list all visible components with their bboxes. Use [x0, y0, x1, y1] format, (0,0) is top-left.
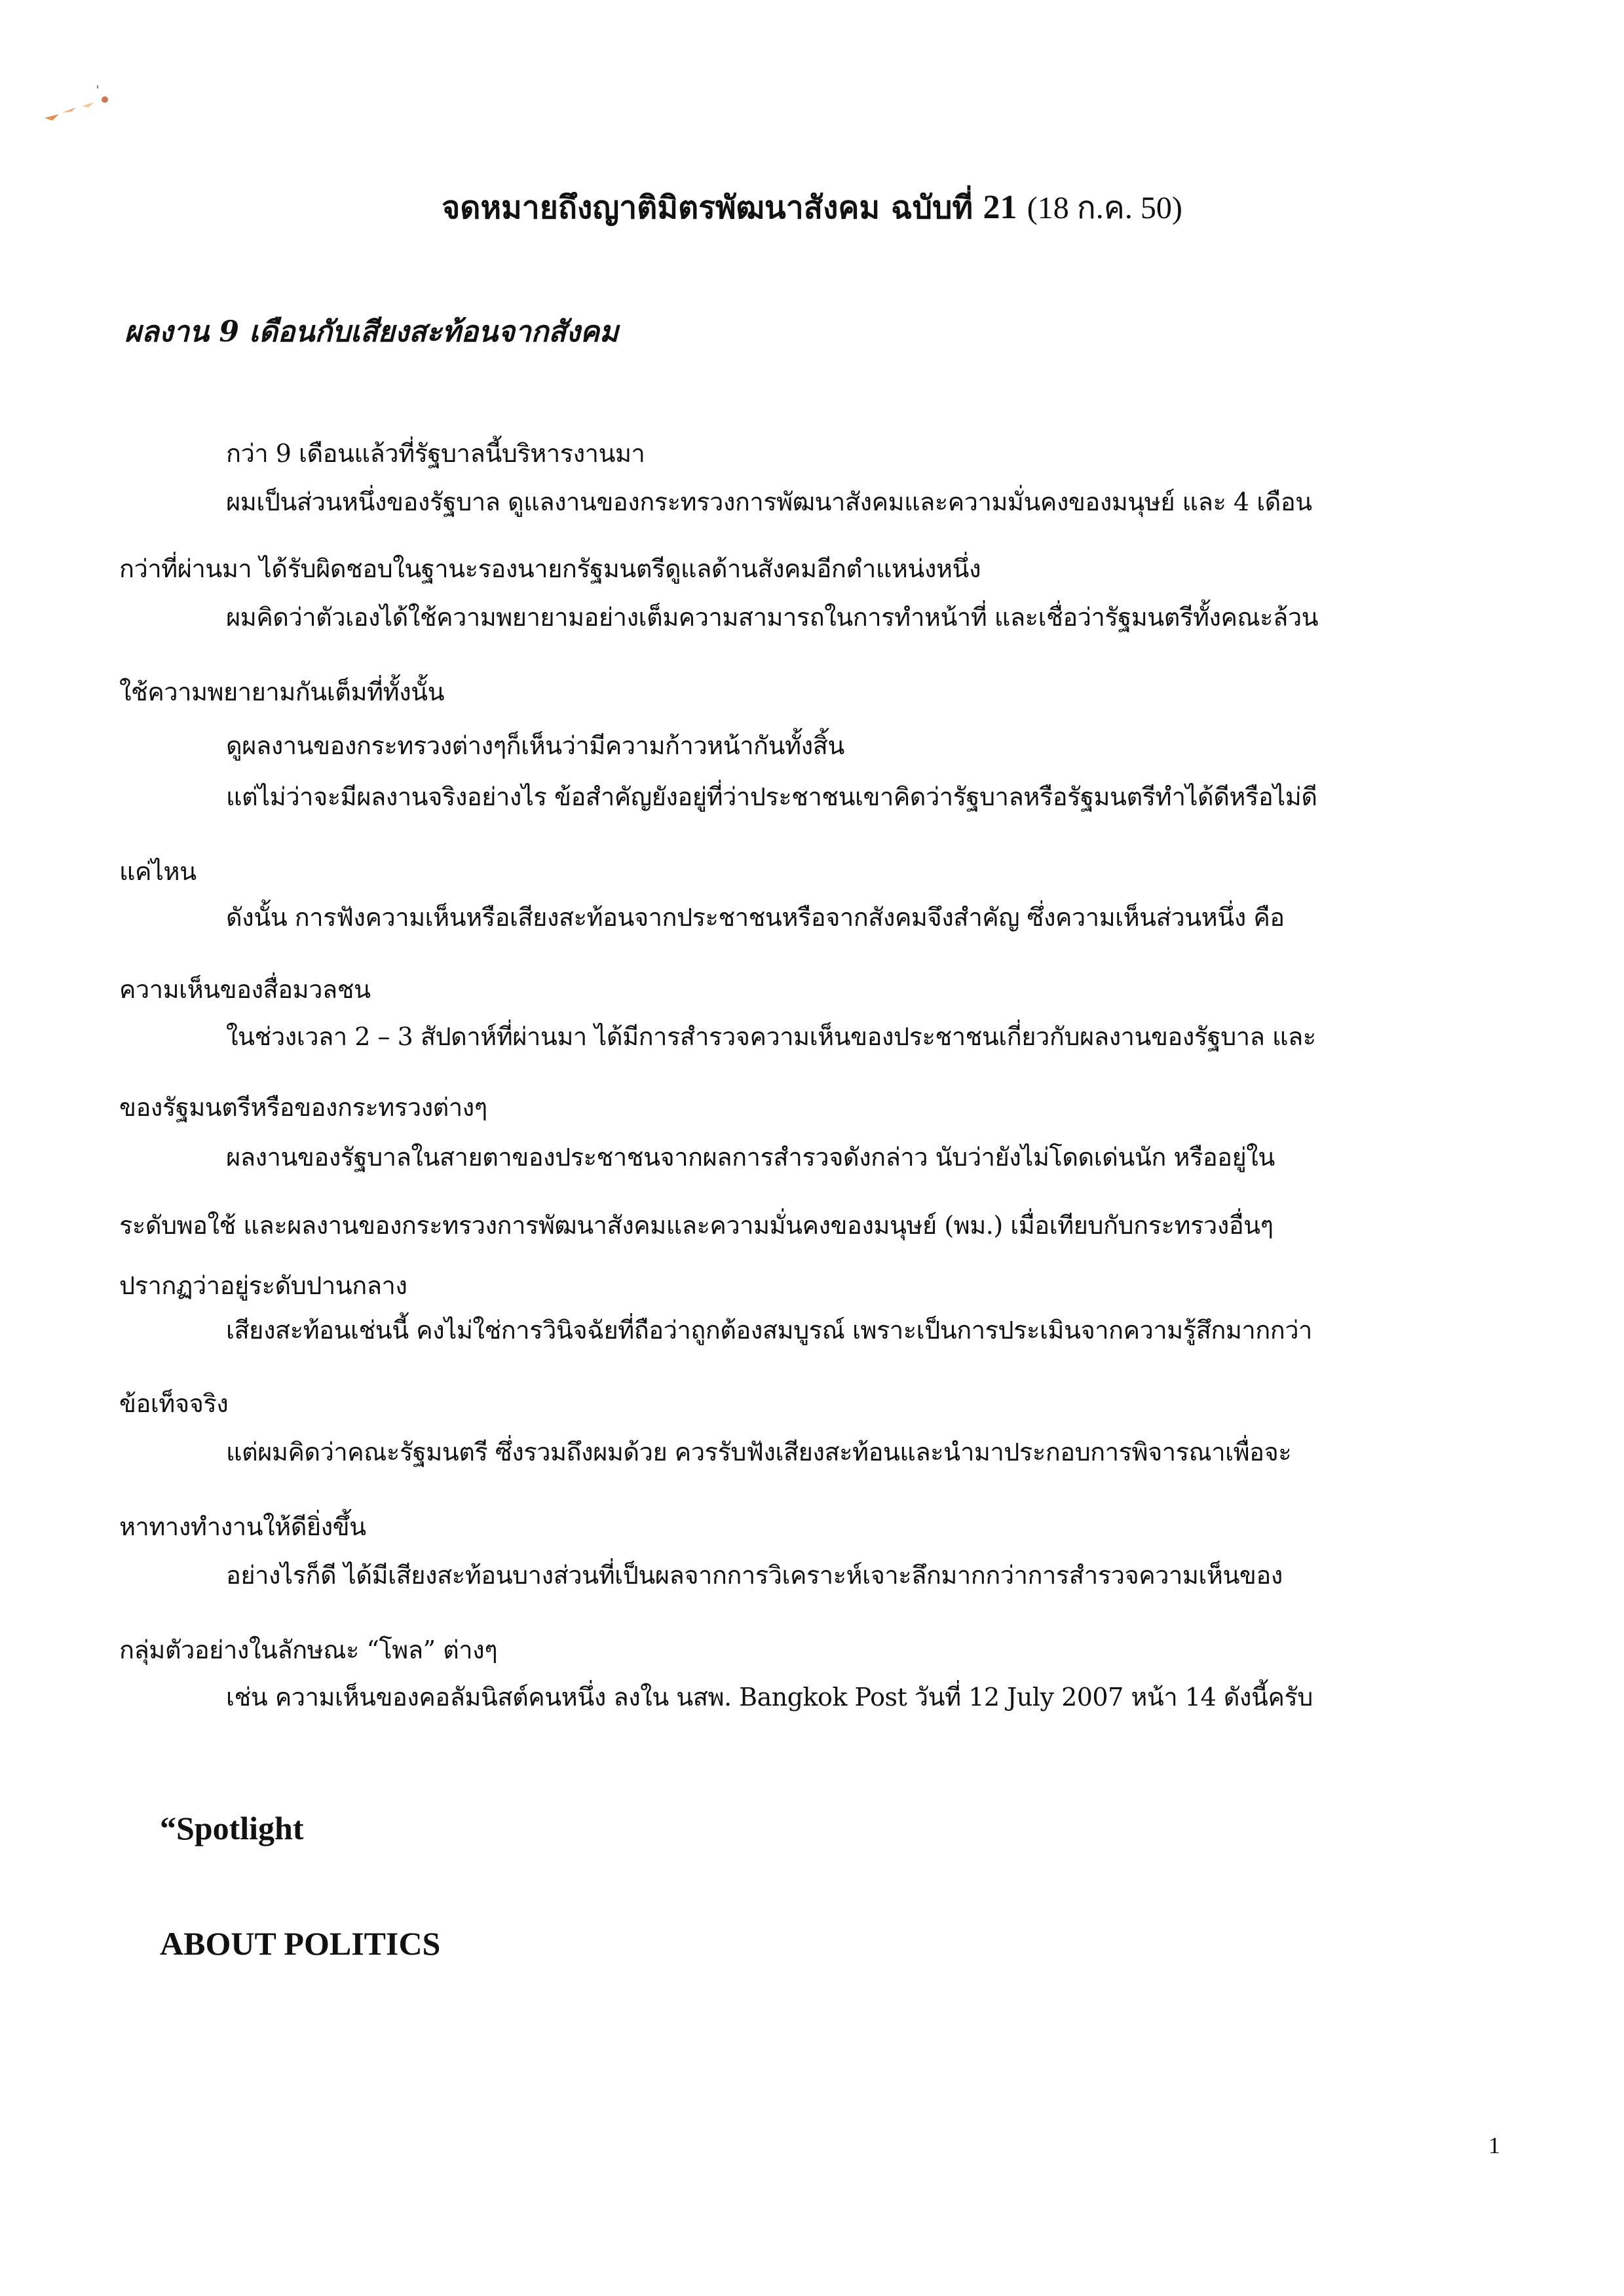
issue-number: 21 [983, 189, 1017, 226]
section-subtitle: ผลงาน 9 เดือนกับเสียงสะท้อนจากสังคม [124, 315, 619, 349]
paragraph-line: ในช่วงเวลา 2 – 3 สัปดาห์ที่ผ่านมา ได้มีการสำรวจความเห็นของประชาชนเกี่ยวกับผลงานของรัฐบาล และ [226, 1022, 1316, 1051]
paragraph-line: ผมเป็นส่วนหนึ่งของรัฐบาล ดูแลงานของกระทรวงการพัฒนาสังคมและความมั่นคงของมนุษย์ และ 4 เดือน [226, 488, 1312, 516]
paragraph-line: เสียงสะท้อนเช่นนี้ คงไม่ใช่การวินิจฉัยที่ถือว่าถูกต้องสมบูรณ์ เพราะเป็นการประเมินจากความรู้สึกมากกว่า [226, 1316, 1312, 1345]
page-number: 1 [1488, 2132, 1500, 2158]
paragraph-line: อย่างไรก็ดี ได้มีเสียงสะท้อนบางส่วนที่เป็นผลจากการวิเคราะห์เจาะลึกมากกว่าการสำรวจความเห็นของ [226, 1561, 1283, 1590]
paragraph-line: ผลงานของรัฐบาลในสายตาของประชาชนจากผลการสำรวจดังกล่าว นับว่ายังไม่โดดเด่นนัก หรืออยู่ใน [226, 1143, 1275, 1172]
scan-stain-mark [26, 79, 124, 131]
paragraph-line: ความเห็นของสื่อมวลชน [119, 975, 371, 1004]
paragraph-line: ของรัฐมนตรีหรือของกระทรวงต่างๆ [119, 1093, 487, 1122]
issue-date: (18 ก.ค. 50) [1027, 191, 1182, 225]
paragraph-line: แต่ผมคิดว่าคณะรัฐมนตรี ซึ่งรวมถึงผมด้วย ควรรับฟังเสียงสะท้อนและนำมาประกอบการพิจารณาเพื่อจะ [226, 1438, 1292, 1466]
paragraph-line: เช่น ความเห็นของคอลัมนิสต์คนหนึ่ง ลงใน นสพ. Bangkok Post วันที่ 12 July 2007 หน้า 14 ดังนี้ครับ [226, 1683, 1313, 1712]
section-heading: ABOUT POLITICS [160, 1925, 441, 1962]
paragraph-line: แต่ไม่ว่าจะมีผลงานจริงอย่างไร ข้อสำคัญยังอยู่ที่ว่าประชาชนเขาคิดว่ารัฐบาลหรือรัฐมนตรีทำได้ดีหรือไม่ดี [226, 782, 1317, 811]
paragraph-line: แค่ไหน [119, 857, 197, 886]
letter-title [0, 185, 1624, 231]
paragraph-line: ดูผลงานของกระทรวงต่างๆก็เห็นว่ามีความก้าวหน้ากันทั้งสิ้น [226, 731, 844, 760]
paragraph-line: กลุ่มตัวอย่างในลักษณะ “โพล” ต่างๆ [119, 1636, 498, 1664]
paragraph-line: ข้อเท็จจริง [119, 1389, 229, 1418]
paragraph-line: ปรากฏว่าอยู่ระดับปานกลาง [119, 1271, 407, 1300]
title-text: จดหมายถึงญาติมิตรพัฒนาสังคม ฉบับที่ [442, 189, 973, 226]
paragraph-line: กว่า 9 เดือนแล้วที่รัฐบาลนี้บริหารงานมา [226, 439, 645, 468]
paragraph-line: ดังนั้น การฟังความเห็นหรือเสียงสะท้อนจากประชาชนหรือจากสังคมจึงสำคัญ ซึ่งความเห็นส่วนหนึ่ง คือ [226, 903, 1285, 932]
paragraph-line: ผมคิดว่าตัวเองได้ใช้ความพยายามอย่างเต็มความสามารถในการทำหน้าที่ และเชื่อว่ารัฐมนตรีทั้งคณะล้วน [226, 603, 1319, 632]
paragraph-line: กว่าที่ผ่านมา ได้รับผิดชอบในฐานะรองนายกรัฐมนตรีดูแลด้านสังคมอีกตำแหน่งหนึ่ง [119, 554, 981, 583]
paragraph-line: หาทางทำงานให้ดียิ่งขึ้น [119, 1512, 366, 1541]
paragraph-line: ระดับพอใช้ และผลงานของกระทรวงการพัฒนาสังคมและความมั่นคงของมนุษย์ (พม.) เมื่อเทียบกับกระทรวงอื่นๆ [119, 1211, 1274, 1240]
quote-heading: “Spotlight [160, 1810, 304, 1846]
paragraph-line: ใช้ความพยายามกันเต็มที่ทั้งนั้น [119, 678, 445, 706]
